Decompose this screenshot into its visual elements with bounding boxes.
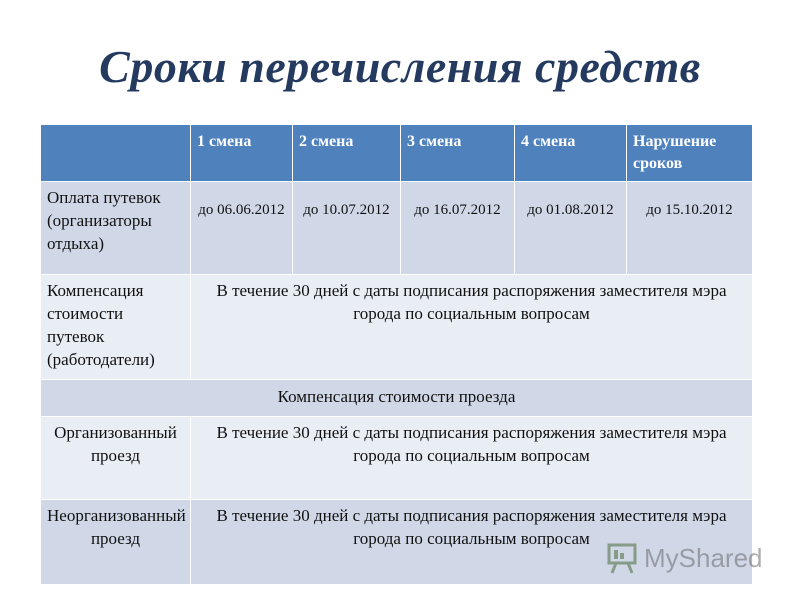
page-title: Сроки перечисления средств [99,41,701,92]
watermark-text: MyShared [644,542,763,573]
header-cell-shift-4: 4 смена [515,125,627,182]
date-cell-shift-2: до 10.07.2012 [293,182,401,275]
date-cell-violation: до 15.10.2012 [627,182,753,275]
unorganized-deadline-text: В течение 30 дней с даты подписания распоряжения заместителя мэра города по социальным вопросам [191,500,753,585]
date-cell-shift-4: до 01.08.2012 [515,182,627,275]
presentation-board-icon [606,542,640,574]
date-cell-shift-3: до 16.07.2012 [401,182,515,275]
table-row-travel-header [41,380,753,417]
row-label-payment: Оплата путевок (организаторы отдыха) [41,182,191,275]
header-cell-shift-3: 3 смена [401,125,515,182]
table-row-organized [41,417,753,500]
table-header-row [41,125,753,182]
row-label-organized: Организованный проезд [41,417,191,500]
schedule-table [40,124,753,585]
header-cell-empty [41,125,191,182]
header-cell-shift-1: 1 смена [191,125,293,182]
header-cell-shift-2: 2 смена [293,125,401,182]
row-label-unorganized: Неорганизованный проезд [41,500,191,585]
date-cell-shift-1: до 06.06.2012 [191,182,293,275]
organized-deadline-text: В течение 30 дней с даты подписания распоряжения заместителя мэра города по социальным вопросам [191,417,753,500]
header-cell-violation: Нарушение сроков [627,125,753,182]
table-row-compensation [41,275,753,380]
compensation-deadline-text: В течение 30 дней с даты подписания распоряжения заместителя мэра города по социальным вопросам [191,275,753,380]
table-row-payment [41,182,753,275]
watermark-logo [606,538,776,578]
travel-compensation-heading: Компенсация стоимости проезда [41,380,753,417]
row-label-compensation: Компенсация стоимости путевок (работодатели) [41,275,191,380]
